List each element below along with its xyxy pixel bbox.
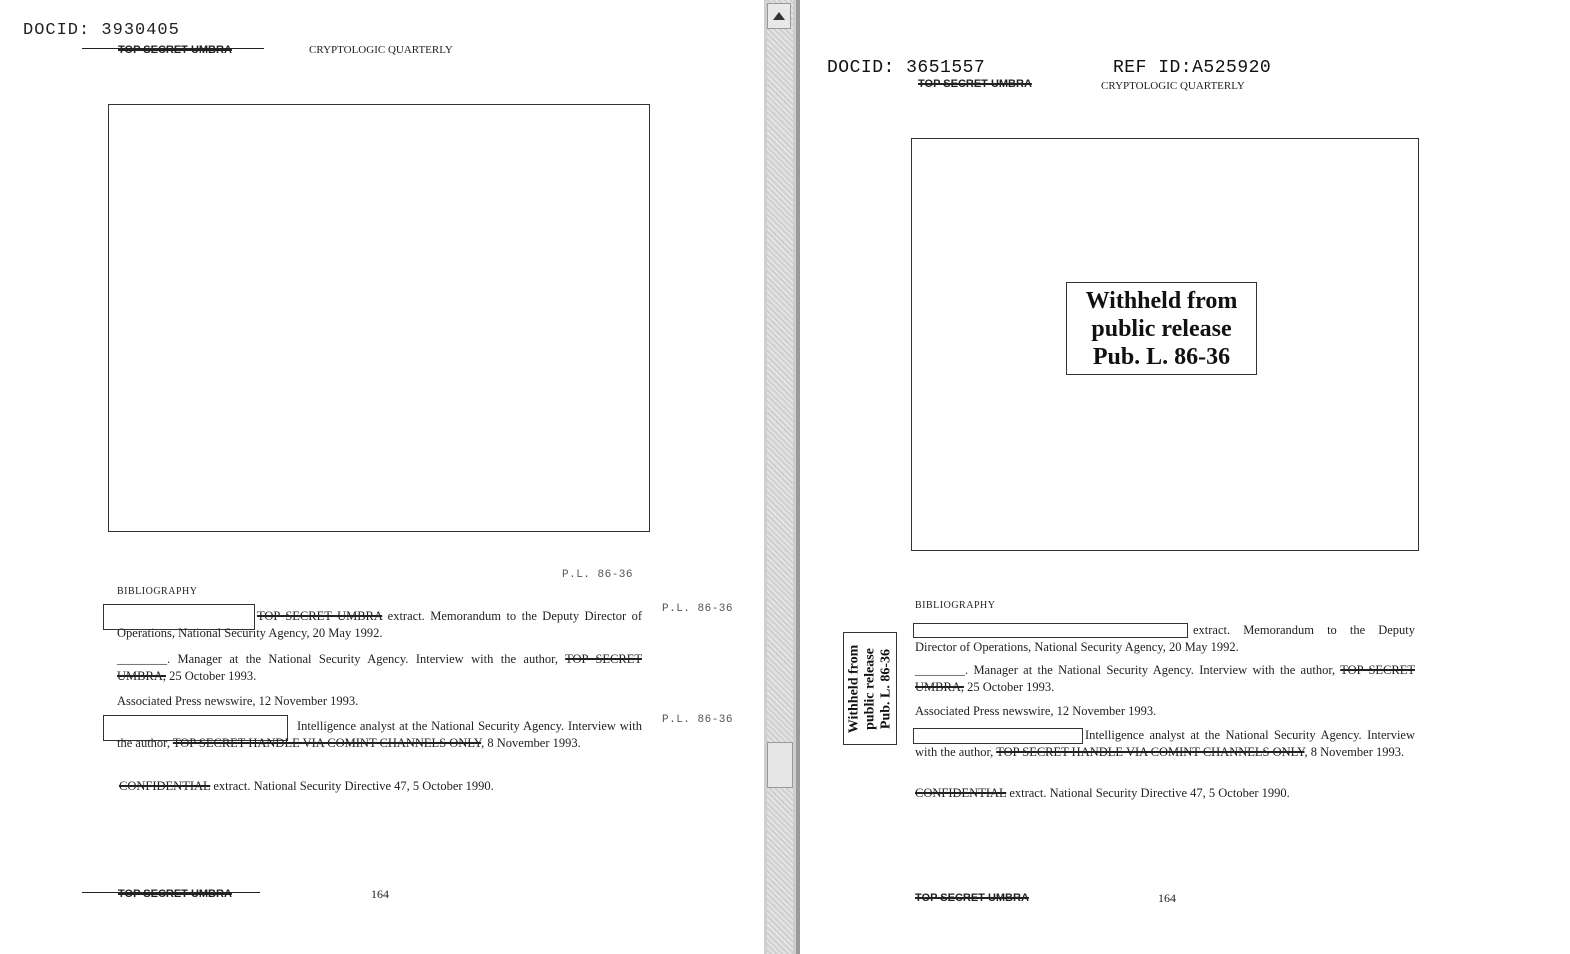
withheld-line-3: Pub. L. 86-36 bbox=[1092, 343, 1231, 370]
entry-prefix: ________ bbox=[915, 663, 965, 677]
arrow-up-icon bbox=[773, 12, 785, 20]
page-number-right: 164 bbox=[1158, 891, 1176, 905]
vertical-scrollbar[interactable] bbox=[764, 0, 796, 954]
pl-label-1: P.L. 86-36 bbox=[562, 569, 634, 581]
refid-right: REF ID:A525920 bbox=[1113, 58, 1272, 78]
entry-text: Associated Press newswire, 12 November 1993. bbox=[915, 704, 1157, 718]
struck-classification: TOP SECRET HANDLE VIA COMINT CHANNELS ONLY bbox=[172, 736, 482, 750]
left-document-page bbox=[0, 0, 764, 954]
entry-suffix: , 8 November 1993. bbox=[1304, 745, 1405, 759]
footer-strike-left bbox=[82, 892, 260, 893]
scroll-track[interactable] bbox=[767, 0, 793, 954]
bib-entry-5-right bbox=[915, 785, 1415, 802]
entry-text: extract. National Security Directive 47, 5 October 1990. bbox=[210, 779, 494, 793]
bib-entry-4-right bbox=[915, 727, 1415, 761]
footer-classification-right: TOP SECRET UMBRA bbox=[915, 892, 1029, 904]
scroll-up-button[interactable] bbox=[767, 3, 791, 29]
bib-entry-2-left bbox=[117, 651, 642, 685]
withheld-line-1: Withheld from bbox=[1085, 287, 1238, 314]
page-number-left: 164 bbox=[371, 887, 389, 901]
scroll-thumb[interactable] bbox=[767, 742, 793, 788]
struck-classification: TOP SECRET HANDLE VIA COMINT CHANNELS ONLY bbox=[996, 745, 1305, 759]
struck-classification: TOP SECRET UMBRA, bbox=[117, 652, 642, 683]
entry-suffix: , 8 November 1993. bbox=[481, 736, 581, 750]
bib-entry-2-right bbox=[915, 662, 1415, 696]
docid-right: DOCID: 3651557 bbox=[827, 58, 986, 78]
pl-label-3: P.L. 86-36 bbox=[662, 714, 734, 726]
redacted-image-frame-left bbox=[108, 104, 650, 532]
bib-entry-5-left bbox=[119, 778, 644, 795]
classification-strike-left bbox=[82, 48, 264, 49]
docid-left: DOCID: 3930405 bbox=[23, 21, 180, 40]
entry-text: extract. Memorandum to the Deputy Director of Operations, National Security Agency, 20 May 1992. bbox=[117, 609, 642, 640]
entry-text: . Manager at the National Security Agency. Interview with the author, bbox=[965, 663, 1341, 677]
side-withheld-text bbox=[846, 644, 894, 733]
struck-classification: TOP SECRET UMBRA bbox=[257, 609, 383, 623]
quarterly-header-right: CRYPTOLOGIC QUARTERLY bbox=[1101, 80, 1245, 92]
bib-entry-1-right bbox=[915, 622, 1415, 656]
side-withheld-line-1: Withheld from bbox=[846, 644, 862, 733]
bib-entry-1-left bbox=[117, 608, 642, 642]
bib-entry-4-left bbox=[117, 718, 642, 752]
quarterly-header-left: CRYPTOLOGIC QUARTERLY bbox=[309, 44, 453, 56]
bibliography-title-right: BIBLIOGRAPHY bbox=[915, 600, 996, 611]
entry-text: Intelligence analyst at the National Security Agency. Interview with the author, bbox=[117, 719, 642, 750]
entry-prefix: ________ bbox=[117, 652, 167, 666]
entry-text: . Manager at the National Security Agency. Interview with the author, bbox=[167, 652, 566, 666]
entry-suffix: 25 October 1993. bbox=[165, 669, 257, 683]
footer-classification-left: TOP SECRET UMBRA bbox=[118, 888, 232, 900]
entry-suffix: 25 October 1993. bbox=[963, 680, 1055, 694]
classification-header-right: TOP SECRET UMBRA bbox=[918, 78, 1032, 90]
side-withheld-line-3: Pub. L. 86-36 bbox=[878, 648, 894, 729]
entry-text: Associated Press newswire, 12 November 1993. bbox=[117, 694, 359, 708]
right-document-page bbox=[800, 0, 1570, 954]
struck-classification: CONFIDENTIAL bbox=[119, 779, 211, 793]
side-withheld-line-2: public release bbox=[862, 647, 878, 730]
bibliography-title-left: BIBLIOGRAPHY bbox=[117, 586, 198, 597]
pl-label-2: P.L. 86-36 bbox=[662, 603, 734, 615]
entry-text: extract. Memorandum to the Deputy Director of Operations, National Security Agency, 20 May 1992. bbox=[915, 623, 1415, 654]
withheld-notice-box bbox=[1066, 282, 1257, 375]
bib-entry-3-left bbox=[117, 693, 642, 710]
withheld-line-2: public release bbox=[1091, 315, 1232, 342]
entry-text: Intelligence analyst at the National Security Agency. Interview with the author, bbox=[915, 728, 1415, 759]
side-withheld-notice bbox=[843, 632, 897, 745]
entry-text: extract. National Security Directive 47, 5 October 1990. bbox=[1006, 786, 1290, 800]
classification-header-left: TOP SECRET UMBRA bbox=[118, 44, 232, 56]
struck-classification: CONFIDENTIAL bbox=[915, 786, 1007, 800]
bib-entry-3-right bbox=[915, 703, 1415, 720]
struck-classification: TOP SECRET UMBRA, bbox=[915, 663, 1415, 694]
